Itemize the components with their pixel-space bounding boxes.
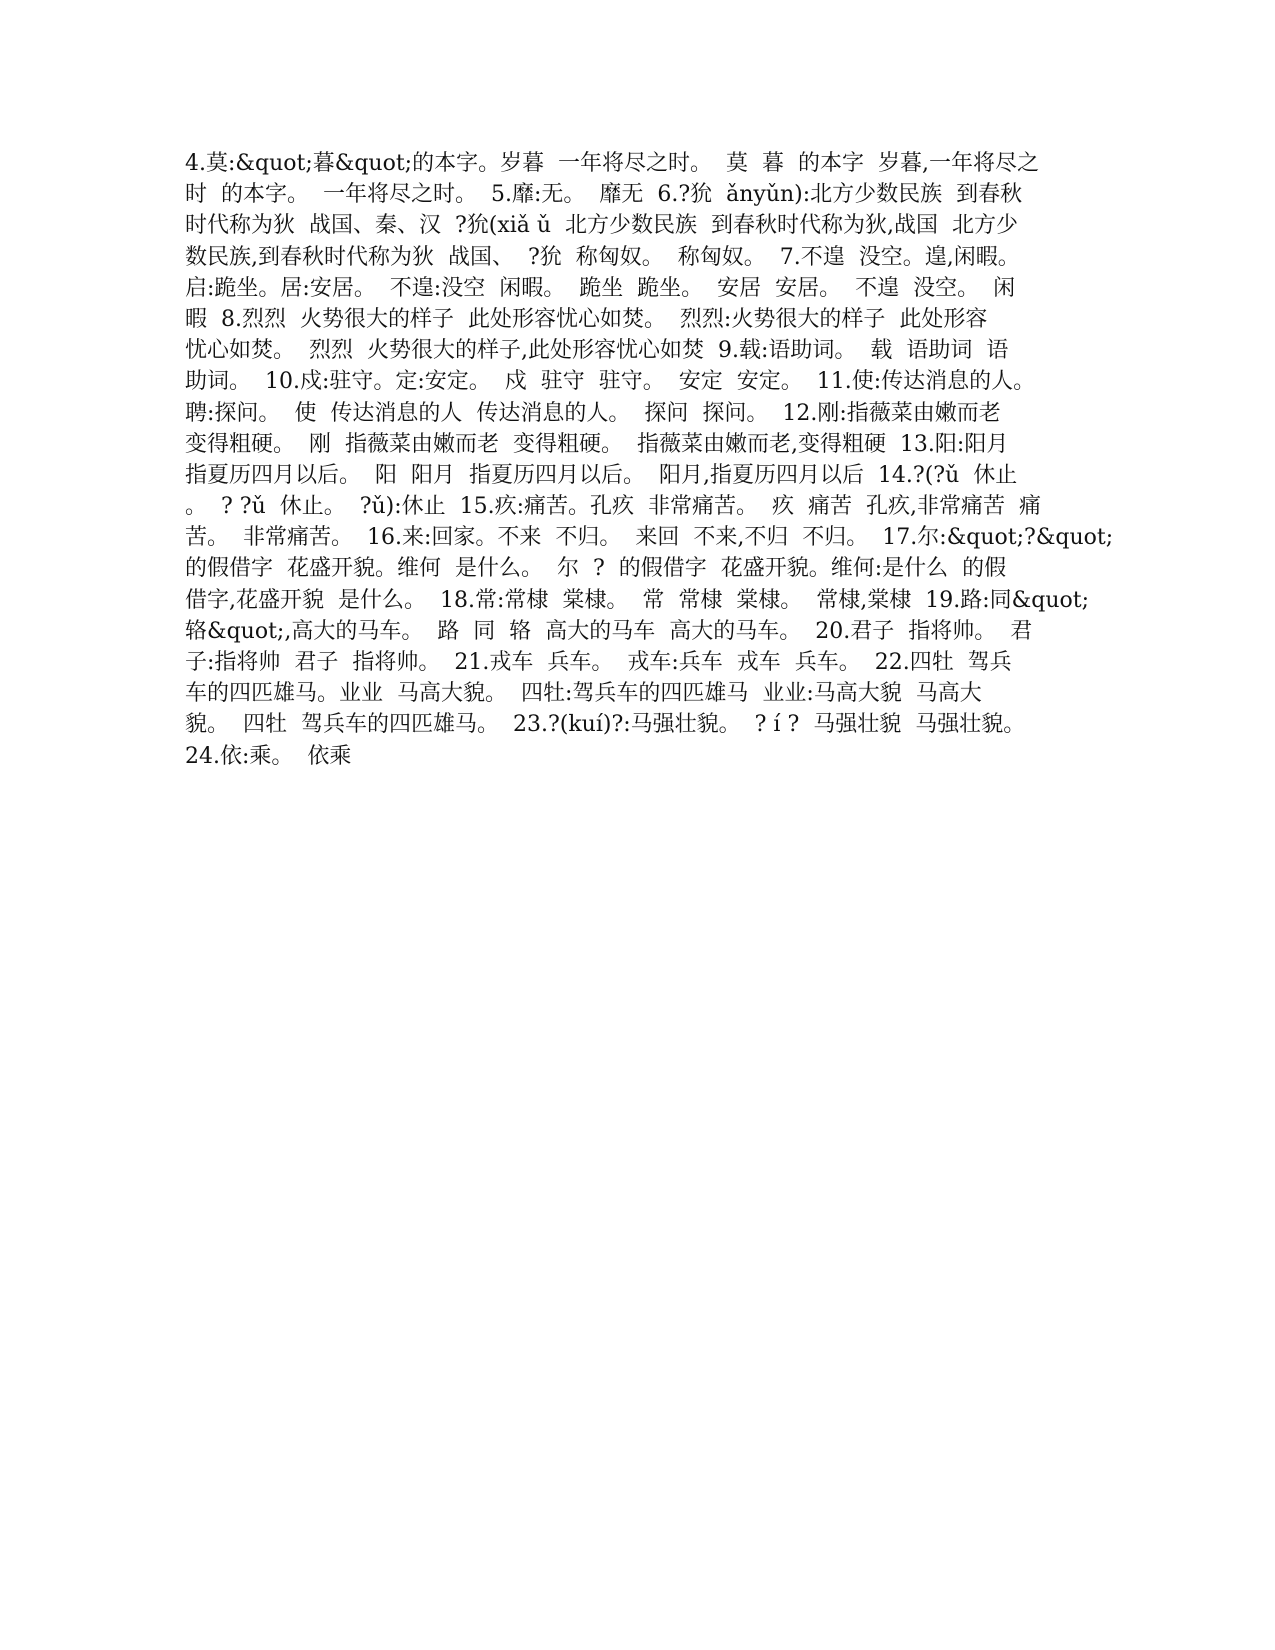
- text-line-18: 车的四匹雄马。业业 马高大貌。 四牡:驾兵车的四匹雄马 业业:马高大貌 马高大: [185, 681, 982, 707]
- text-line-2: 时 的本字。 一年将尽之时。 5.靡:无。 靡无 6.?狁 ǎnyǔn):北方少数民族 到春秋: [185, 182, 1023, 208]
- text-line-1: 4.莫:&quot;暮&quot;的本字。岁暮 一年将尽之时。 莫 暮 的本字 岁暮,一年将尽之: [185, 151, 1039, 176]
- text-line-16: 辂&quot;,高大的马车。 路 同 辂 高大的马车 高大的马车。 20.君子 指将帅。 君: [185, 618, 1033, 644]
- text-line-6: 暇 8.烈烈 火势很大的样子 此处形容忧心如焚。 烈烈:火势很大的样子 此处形容: [185, 306, 988, 332]
- text-line-11: 指夏历四月以后。 阳 阳月 指夏历四月以后。 阳月,指夏历四月以后 14.?(?ǔ 休止: [185, 462, 1018, 488]
- text-line-20: 24.依:乘。 依乘: [185, 743, 352, 769]
- text-line-19: 貌。 四牡 驾兵车的四匹雄马。 23.?(kuí)?:马强壮貌。 ? í ? 马强壮貌 马强壮貌。: [185, 712, 1026, 738]
- text-line-13: 苦。 非常痛苦。 16.来:回家。不来 不归。 来回 不来,不归 不归。 17.尔:&quot;?&quot;: [185, 525, 1114, 551]
- text-line-7: 忧心如焚。 烈烈 火势很大的样子,此处形容忧心如焚 9.载:语助词。 载 语助词 语: [185, 338, 1009, 364]
- text-line-3: 时代称为狄 战国、秦、汉 ?狁(xiǎ ǔ 北方少数民族 到春秋时代称为狄,战国 北方少: [185, 213, 1019, 239]
- text-line-15: 借字,花盛开貌 是什么。 18.常:常棣 棠棣。 常 常棣 棠棣。 常棣,棠棣 19.路:同&quot;: [185, 587, 1090, 613]
- text-line-17: 子:指将帅 君子 指将帅。 21.戎车 兵车。 戎车:兵车 戎车 兵车。 22.四牡 驾兵: [185, 650, 1012, 675]
- text-line-12: 。 ? ?ǔ 休止。 ?ǔ):休止 15.疚:痛苦。孔疚 非常痛苦。 疚 痛苦 孔疚,非常痛苦 痛: [185, 494, 1041, 520]
- text-line-8: 助词。 10.戍:驻守。定:安定。 戍 驻守 驻守。 安定 安定。 11.使:传达消息的人。: [185, 369, 1036, 395]
- text-line-9: 聘:探问。 使 传达消息的人 传达消息的人。 探问 探问。 12.刚:指薇菜由嫩而老: [185, 400, 1001, 426]
- text-line-14: 的假借字 花盛开貌。维何 是什么。 尔 ? 的假借字 花盛开貌。维何:是什么 的假: [185, 556, 1007, 582]
- text-line-4: 数民族,到春秋时代称为狄 战国、 ?狁 称匈奴。 称匈奴。 7.不遑 没空。遑,闲暇。: [185, 244, 1020, 270]
- document-text: [185, 148, 1125, 772]
- text-line-10: 变得粗硬。 刚 指薇菜由嫩而老 变得粗硬。 指薇菜由嫩而老,变得粗硬 13.阳:阳月: [185, 431, 1009, 457]
- text-line-5: 启:跪坐。居:安居。 不遑:没空 闲暇。 跪坐 跪坐。 安居 安居。 不遑 没空。 闲: [185, 275, 1016, 301]
